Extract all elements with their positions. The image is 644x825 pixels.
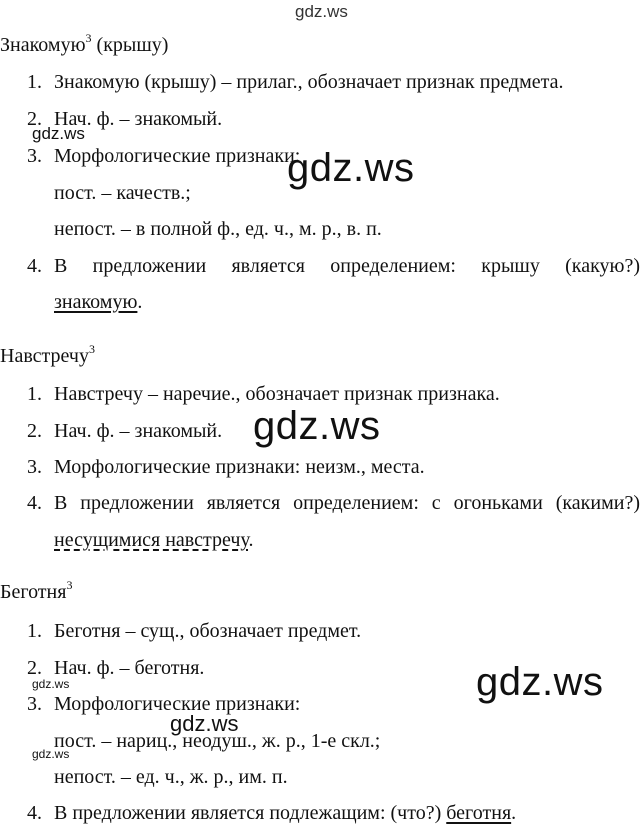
item-text: Беготня – сущ., обозначает предмет.: [54, 620, 362, 642]
watermark-tiny-1: gdz.ws: [32, 677, 70, 691]
item-text: В предложении является определением: крышу (какую?): [54, 255, 640, 277]
item-number: 3.: [27, 456, 42, 478]
section-title-navstrechu: [0, 337, 95, 368]
item-text: Морфологические признаки: неизм., места.: [54, 456, 425, 478]
watermark-small-1: gdz.ws: [32, 124, 85, 143]
item-text: Нач. ф. – знакомый.: [54, 420, 223, 442]
item-number: 3.: [27, 145, 42, 167]
item-number: 2.: [27, 108, 42, 130]
section-title-begotnya: [0, 573, 72, 604]
watermark-large-3: gdz.ws: [476, 660, 604, 704]
title-word: Навстречу: [0, 345, 89, 367]
subline-text: пост. – нариц., неодуш., ж. р., 1-е скл.;: [54, 730, 381, 752]
item-number: 4.: [27, 255, 42, 277]
item-number: 1.: [27, 71, 42, 93]
title-sup: 3: [88, 342, 95, 356]
title-sup: 3: [85, 31, 92, 45]
item-number: 1.: [27, 383, 42, 405]
underlined-word: беготня: [446, 802, 512, 824]
item-text: В предложении является определением: с огоньками (какими?): [54, 492, 640, 514]
section-title-znakomuyu: [0, 26, 168, 57]
item-text: Нач. ф. – знакомый.: [54, 108, 223, 130]
watermark-large-2: gdz.ws: [253, 404, 381, 448]
subline-text: непост. – в полной ф., ед. ч., м. р., в. п.: [54, 218, 382, 240]
subline-text: пост. – качеств.;: [54, 182, 191, 204]
item-number: 4.: [27, 802, 42, 824]
subline-text: непост. – ед. ч., ж. р., им. п.: [54, 766, 288, 788]
watermark-large-1: gdz.ws: [287, 146, 415, 190]
watermark-tiny-2: gdz.ws: [32, 747, 70, 761]
item-number: 1.: [27, 620, 42, 642]
item-number: 3.: [27, 693, 42, 715]
watermark-top: gdz.ws: [295, 2, 348, 21]
item-text: Морфологические признаки:: [54, 145, 301, 167]
item-text: Навстречу – наречие., обозначает признак признака.: [54, 383, 500, 405]
item-number: 2.: [27, 657, 42, 679]
item-text: Знакомую (крышу) – прилаг., обозначает признак предмета.: [54, 71, 564, 93]
title-word: Беготня: [0, 581, 67, 603]
punctuation: .: [248, 529, 254, 551]
item-text: Нач. ф. – беготня.: [54, 657, 205, 679]
title-word: Знакомую: [0, 34, 86, 56]
punctuation: .: [137, 291, 143, 313]
item-text: Морфологические признаки:: [54, 693, 301, 715]
title-sup: 3: [66, 578, 73, 592]
title-suffix: (крышу): [91, 34, 169, 56]
item-text: В предложении является подлежащим: (что?): [54, 802, 442, 824]
punctuation: .: [511, 802, 517, 824]
underlined-phrase: несущимися навстречу: [54, 529, 249, 551]
item-number: 4.: [27, 492, 42, 514]
watermark-medium-1: gdz.ws: [170, 711, 239, 736]
item-number: 2.: [27, 420, 42, 442]
underlined-word: знакомую: [54, 291, 138, 313]
